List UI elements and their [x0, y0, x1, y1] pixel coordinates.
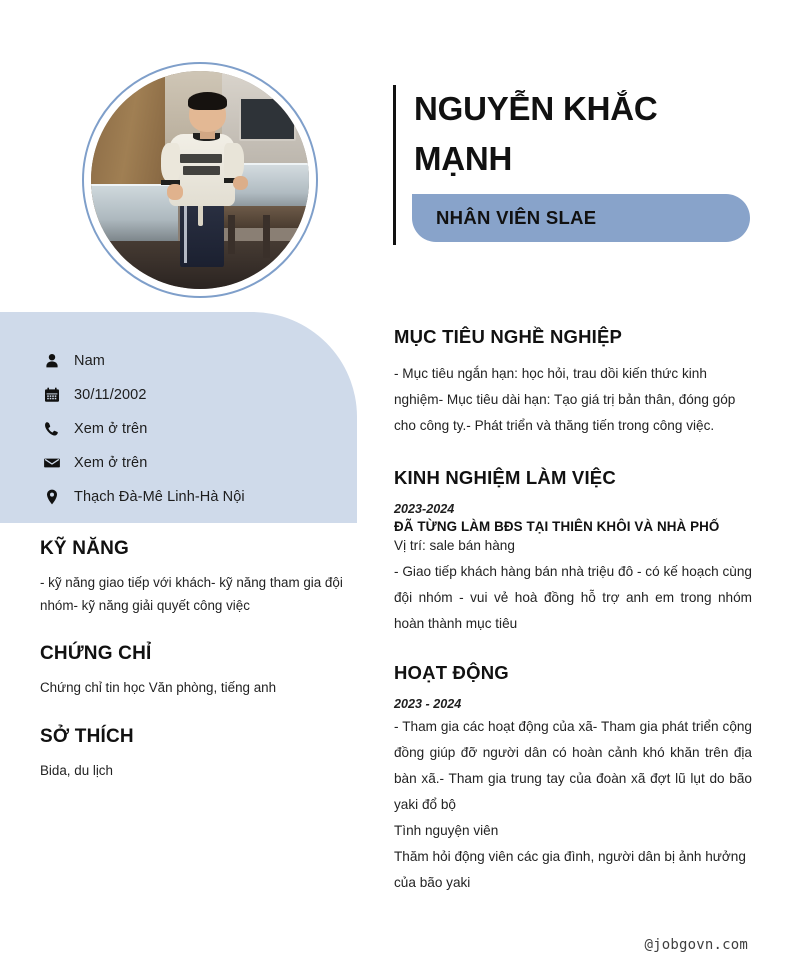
- section-heading: CHỨNG CHỈ: [40, 643, 152, 665]
- contact-item-gender: [43, 344, 343, 378]
- section-heading: SỞ THÍCH: [40, 725, 134, 747]
- section-certificates: [40, 643, 358, 700]
- contact-value: Xem ở trên: [74, 455, 148, 471]
- section-skills: [40, 538, 358, 617]
- section-body: - kỹ năng giao tiếp với khách- kỹ năng tham gia đội nhóm- kỹ năng giải quyết công việc: [40, 575, 343, 613]
- contact-item-address: [43, 480, 343, 514]
- calendar-icon: [43, 387, 60, 404]
- section-heading: MỤC TIÊU NGHỀ NGHIỆP: [394, 326, 623, 347]
- contact-item-email: [43, 446, 343, 480]
- section-activities: [394, 662, 752, 897]
- contact-value: Xem ở trên: [74, 421, 148, 437]
- contact-value: Thạch Đà-Mê Linh-Hà Nội: [74, 489, 245, 505]
- experience-date: 2023-2024: [394, 502, 455, 517]
- avatar: [91, 71, 309, 289]
- section-hobbies: [40, 726, 358, 783]
- contact-value: 30/11/2002: [74, 387, 147, 403]
- person-icon: [43, 353, 60, 370]
- activities-detail: Thăm hỏi động viên các gia đình, người dân bị ảnh hưởng của bão yaki: [394, 849, 746, 891]
- footer-watermark: @jobgovn.com: [644, 937, 748, 953]
- phone-icon: [43, 421, 60, 438]
- activities-role: Tình nguyện viên: [394, 822, 499, 838]
- envelope-icon: [43, 455, 60, 472]
- section-objective: [394, 326, 752, 439]
- left-sections: [40, 538, 358, 782]
- main-column: [394, 326, 752, 896]
- section-heading: KỸ NĂNG: [40, 538, 130, 559]
- section-heading: KINH NGHIỆM LÀM VIỆC: [394, 467, 616, 489]
- header-accent-bar: [393, 85, 396, 245]
- contact-item-birthdate: [43, 378, 343, 412]
- activities-description: - Tham gia các hoạt động của xã- Tham gia phát triển cộng đồng giúp đỡ người dân có hoàn cảnh khó khăn trên địa bàn xã.- Tham gia trung tay của đoàn xã đợt lũ lụt do bão yaki đổ bộ: [394, 718, 752, 812]
- section-body: Chứng chỉ tin học Văn phòng, tiếng anh: [40, 680, 277, 696]
- activities-date: 2023 - 2024: [394, 696, 462, 711]
- job-title-badge: [412, 194, 750, 242]
- page-title: NGUYỄN KHẮC MẠNH: [414, 90, 658, 178]
- contact-list: [43, 344, 343, 514]
- job-title-label: NHÂN VIÊN SLAE: [436, 207, 597, 228]
- section-experience: [394, 467, 752, 637]
- avatar-photo-frame: [82, 62, 318, 298]
- location-pin-icon: [43, 489, 60, 506]
- experience-position: Vị trí: sale bán hàng: [394, 538, 515, 554]
- experience-company: ĐÃ TỪNG LÀM BĐS TẠI THIÊN KHÔI VÀ NHÀ PHỐ: [394, 519, 720, 535]
- section-body: Bida, du lịch: [40, 762, 113, 778]
- section-body: - Mục tiêu ngắn hạn: học hỏi, trau dồi kiến thức kinh nghiệm- Mục tiêu dài hạn: Tạo giá trị bản thân, đóng góp cho công ty.- Phát triển và thăng tiến trong công việc.: [394, 366, 736, 434]
- experience-description: - Giao tiếp khách hàng bán nhà triệu đô - có kế hoạch cùng đội nhóm - vui vẻ hoà đồng hỗ trợ anh em trong nhóm hoàn thành mục tiêu: [394, 564, 752, 632]
- contact-value: Nam: [74, 353, 105, 369]
- contact-item-phone: [43, 412, 343, 446]
- section-heading: HOẠT ĐỘNG: [394, 661, 509, 683]
